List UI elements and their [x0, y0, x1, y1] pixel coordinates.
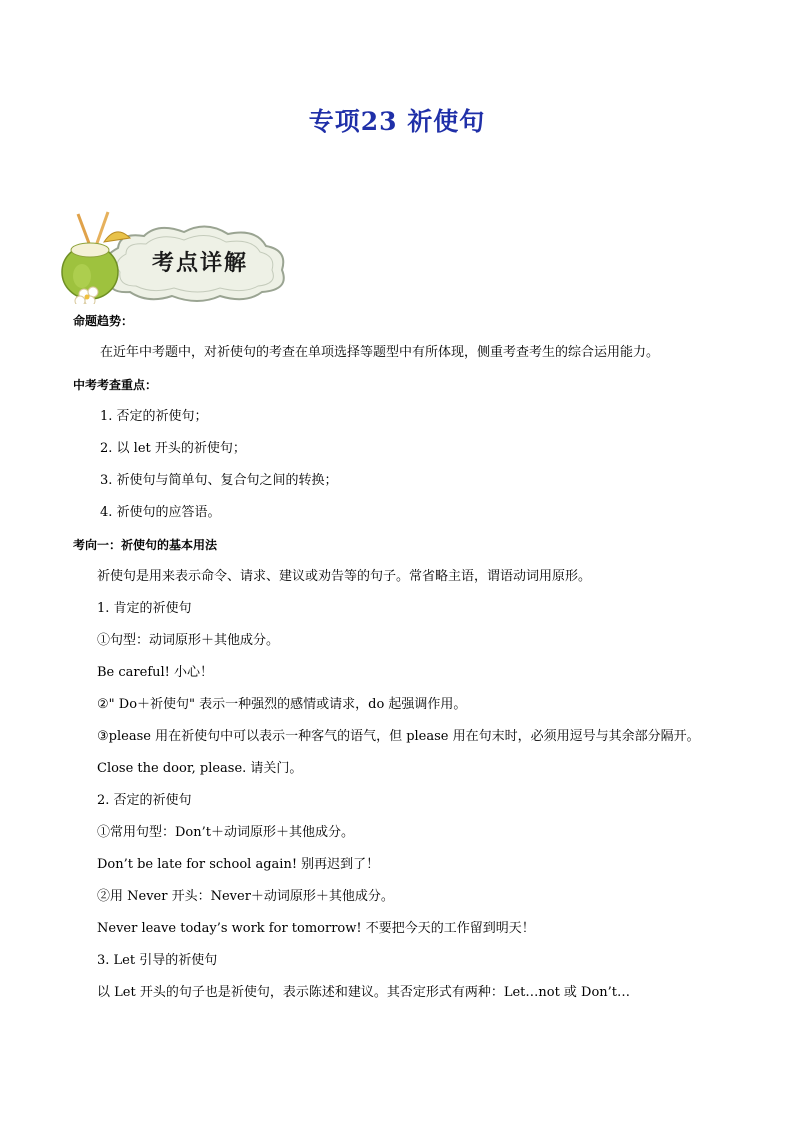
page-title: 专项23 祈使句 [308, 107, 486, 136]
section-1-example-1: Be careful! 小心！ [97, 665, 214, 680]
section-2-heading: 2. 否定的祈使句 [97, 793, 192, 808]
section-1-example-2: Close the door, please. 请关门。 [97, 761, 303, 776]
section-2-pattern: ①常用句型：Don’t＋动词原形＋其他成分。 [97, 825, 354, 840]
trend-heading: 命题趋势： [73, 314, 134, 328]
section-2-example-2: Never leave today’s work for tomorrow! 不要把今天的工作留到明天！ [97, 921, 535, 936]
trend-text: 在近年中考题中，对祈使句的考查在单项选择等题型中有所体现，侧重考查考生的综合运用能力。 [100, 345, 660, 360]
straw-icon [78, 214, 90, 246]
focus-item-3: 3. 祈使句与简单句、复合句之间的转换； [100, 473, 338, 488]
banner-label: 考点详解 [151, 251, 249, 276]
kaodian-banner [60, 208, 292, 304]
section-3-heading: 3. Let 引导的祈使句 [97, 953, 218, 968]
section-2-never-rule: ②用 Never 开头：Never＋动词原形＋其他成分。 [97, 889, 394, 904]
section-1-do-rule: ②" Do＋祈使句" 表示一种强烈的感情或请求，do 起强调作用。 [97, 697, 467, 712]
section-2-example-1: Don’t be late for school again! 别再迟到了！ [97, 857, 380, 872]
intro-text: 祈使句是用来表示命令、请求、建议或劝告等的句子。常省略主语，谓语动词用原形。 [97, 569, 592, 584]
section-1-pattern: ①句型：动词原形＋其他成分。 [97, 633, 280, 648]
section-3-text: 以 Let 开头的句子也是祈使句，表示陈述和建议。其否定形式有两种：Let…not 或 Don’t… [97, 985, 631, 1000]
section-1-heading: 1. 肯定的祈使句 [97, 601, 192, 616]
focus-item-2: 2. 以 let 开头的祈使句； [100, 441, 246, 456]
section-1-please-rule: ③please 用在祈使句中可以表示一种客气的语气，但 please 用在句末时，必须用逗号与其余部分隔开。 [97, 729, 700, 744]
direction-1-heading: 考向一：祈使句的基本用法 [73, 538, 218, 552]
focus-item-1: 1. 否定的祈使句； [100, 409, 208, 424]
focus-item-4: 4. 祈使句的应答语。 [100, 505, 221, 520]
focus-heading: 中考考查重点： [73, 378, 158, 392]
